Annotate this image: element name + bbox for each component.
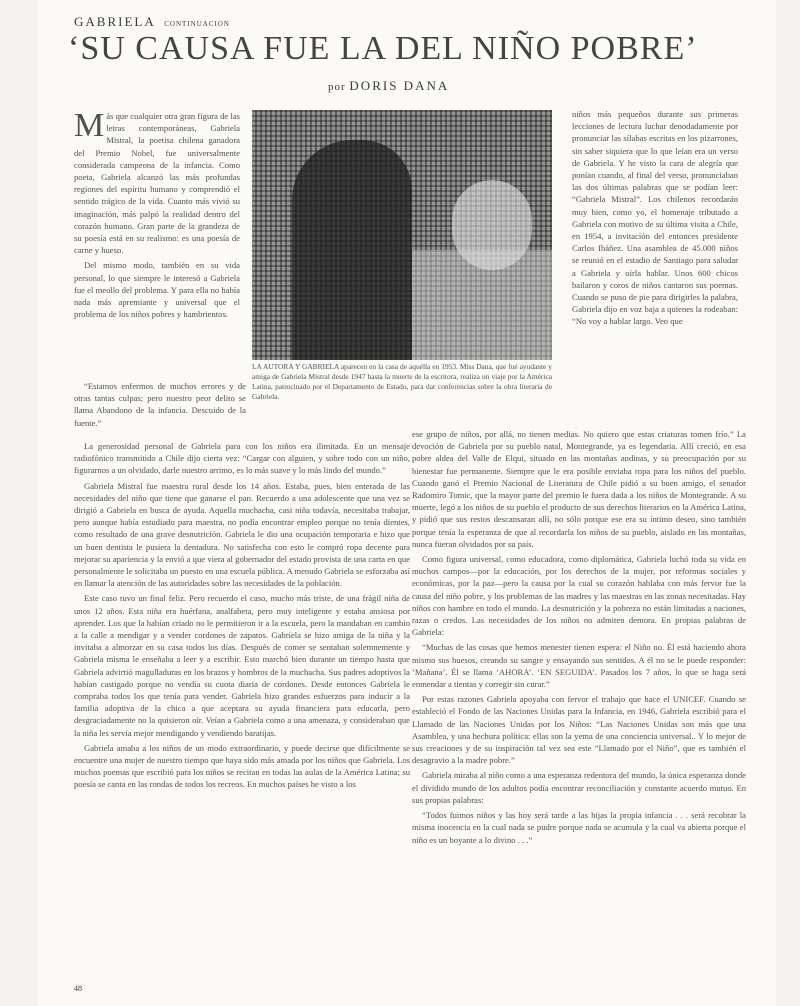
section-kicker — [74, 14, 230, 30]
body-right-column — [412, 428, 746, 956]
intro-column — [74, 110, 240, 410]
body-paragraph: Gabriela Mistral fue maestra rural desde los 14 años. Estaba, pues, bien enterada de las necesidades del niño que tiene que ganarse el pan. Recuerdo a una adolescente que una vez se dirigió a Gabriela en busca de ayuda. Aquella muchacha, casi niña todavía, necesitaba trabajar, pero aunque había estudiado para maestra, no podía encontrar empleo porque no tenía dientes, como resultado de una grave desnutrición. Gabriela le dio una ocupación temporaria e hizo que un buen dentista le pusiera la dentadura. No satisfecha con esto le compró ropa decente para mejorar su apariencia y la envió a que viera al gobernador del estado provista de una carta en que personalmente le solicitaba un puesto en una escuela pública. A menudo Gabriela se esforzaba así en llamar la atención de las autoridades sobre las necesidades de la población. — [74, 480, 410, 589]
intro-paragraph-2: Del mismo modo, también en su vida personal, lo que siempre le interesó a Gabriela fue el meollo del problema. Y para ella no había nada más apremiante y universal que el problema de los niños pobres y hambrientos. — [74, 260, 240, 320]
drop-cap: M — [74, 110, 105, 144]
body-paragraph: Como figura universal, como educadora, como diplomática, Gabriela luchó toda su vida en muchos campos—por la educación, por los derechos de la mujer, por reformas sociales y económicas, por la paz—pero la causa por la cual su corazón hablaba con más fervor fue la causa del niño pobre, y los problemas de las madres y las maestras en las zonas necesitadas. Hay niños con hambre en todo el mundo. La desnutrición y la pobreza no están limitadas a naciones, razas o credos. Las necesidades de los niños no admiten demora. En propias palabras de Gabriela: — [412, 554, 746, 638]
magazine-page — [38, 0, 776, 1006]
right-column-top — [572, 108, 738, 428]
body-left-column — [74, 440, 410, 960]
body-paragraph: La generosidad personal de Gabriela para con los niños era ilimitada. En un mensaje radiofónico transmitido a Chile dijo cierta vez: “Cargar con alguien, y sobre todo con un niño, figurarnos a un olvidado, darle nuestro arrimo, es lo más suave y lo más lindo del mundo.” — [74, 441, 410, 476]
caption-text: aparecen en la casa de aquélla en 1953. Miss Dana, que fué ayudante y amiga de Gabriela Mistral desde 1947 hasta la muerte de la escritora, realiza un viaje por la América Latina, patrocinado por el Departamento de Estado, para dar conferencias sobre la obra literaria de Gabriela. — [252, 362, 552, 401]
page-number: 48 — [74, 984, 82, 993]
kicker-continuation: CONTINUACION — [164, 20, 230, 28]
body-paragraph: ese grupo de niños, por allá, no tienen medias. No quiero que estas criaturas tomen frío.” La devoción de Gabriela por su pueblo natal, Montegrande, ya es legendaria. Allí creció, en esa pobre aldea del Valle de Elqui, situado en las montañas andinas, y su preocupación por su bienestar fue permanente. Siempre que le era posible enviaba ropa para los niños del pueblo. Cuando ganó el Premio Nacional de Literatura de Chile pidió a su buen amigo, el senador Radomiro Tomic, que la mayor parte del premio le fuera dada a los niños de Montegrande. A su muerte, legó a los niños de su pueblo el producto de sus derechos literarios en la América Latina, y pidió que sus restos descansaran allí, no sólo porque ese era su íntimo deseo, sino también porque tenía la esperanza de que al recordarla los niños de su pueblo, aislado en las montañas, nunca fueran olvidados por su país. — [412, 429, 746, 549]
body-paragraph: Por estas razones Gabriela apoyaba con fervor el trabajo que hace el UNICEF. Cuando se estableció el Fondo de las Naciones Unidas para la Infancia, en 1946, Gabriela escribió para el Llamado de las Naciones Unidas por los Niños: “Las Naciones Unidas son más que una Asamblea, y una hechura política: ellas son la yema de una conciencia universal.. Y lo mejor de sus creaciones y de su inspiración tal vez sea este “Llamado por el Niño”, que es también el desagravio a la madre pobre.” — [412, 694, 746, 766]
right-column-paragraph: niños más pequeños durante sus primeras lecciones de lectura luchar denodadamente por pronunciar las sílabas escritas en los pizarrones, sin saber siquiera que lo que leían era un verso de Gabriela. Y he visto la cara de alegría que ponían cuando, al final del verso, pronunciaban las dos últimas palabras que se podían leer: “Gabriela Mistral”. Los chilenos recordarán muy bien, como yo, el homenaje tributado a Gabriela con motivo de su última visita a Chile, en 1954, a invitación del entonces presidente Carlos Ibáñez. Una asamblea de 45.000 niños se reunió en el estadio de Santiago para saludar a Gabriela y oírla hablar. Unos 600 chicos bailaron y coros de niños cantaron sus poemas. Cuando se puso de pie para dirigirles la palabra, Gabriela dijo en voz baja a quienes la rodeaban: “No voy a hablar largo. Veo que — [572, 109, 738, 327]
quote-paragraph: “Muchas de las cosas que hemos menester tienen espera: el Niño no. Él está haciendo ahora mismo sus huesos, creando su sangre y ensayando sus sentidos. A él no se le puede responder: ‘Mañana’. Él se llama ‘AHORA’. ‘EN SEGUIDA’. Pasados los 7 años, lo que se haga será enmendar a tientas y corregir sin curar.” — [412, 642, 746, 690]
intro-paragraph: ás que cualquier otra gran figura de las letras contemporáneas, Gabriela Mistral, la poetisa chilena ganadora del Premio Nobel, fue universalmente considerada campeona de la infancia. Como poeta, Gabriela alcanzó las más profundas regiones del espíritu humano y comprendió el sentido trágico de la vida. Cuanto más vivió su imaginación, más palpó la realidad dentro del corazón humano. Gran parte de la grandeza de su poesía está en su realismo: es una poesía de carne y hueso. — [74, 111, 240, 256]
quote-text: “Estamos enfermos de muchos errores y de otras tantas culpas; pero nuestro peor delito se llama Abandono de la infancia. Descuido de la fuente.” — [74, 381, 246, 428]
kicker-title: GABRIELA — [74, 14, 155, 29]
byline — [328, 78, 449, 94]
byline-prefix: por — [328, 81, 346, 93]
body-paragraph: Este caso tuvo un final feliz. Pero recuerdo el caso, mucho más triste, de una frágil niña de unos 12 años. Esta niña era huérfana, analfabeta, pero muy inteligente y estaba ansiosa por aprender. Los que la habían criado no le permitieron ir a la escuela, pero la mandaban en cambio a la calle a mendigar y a vender cordones de zapatos. Gabriela se hizo amiga de la niña y la invitaba a almorzar en su casa todos los días. Después de comer se sentaban solemnemente y Gabriela misma le enseñaba a leer y a escribir. Esto marchó bien durante un tiempo hasta que Gabriela advirtió magulladuras en los brazos y hombros de la muchacha. Sus padres adoptivos la habían castigado porque no vendía su cuota diaria de cordones. Desde entonces Gabriela le compraba todos los que tenía para vender. Gabriela hizo grandes esfuerzos para inducir a la familia adoptiva de la chica a que aceptara su ayuda financiera para educarla, pero desgraciadamente no la quisieron oír. Veían a Gabriela como a una amenaza, y consideraban que la niña les servía mejor mendigando y vendiendo baratijas. — [74, 593, 410, 738]
quote-paragraph: “Todos fuimos niños y las hoy será tarde a las hijas la propia infancia . . . será recobrar la misma inocencia en la cual nada se pudre porque nada se acumula y la cual va abierta porque el niño es un boyante a lo divino . . .” — [412, 810, 746, 845]
body-paragraph: Gabriela miraba al niño como a una esperanza redentora del mundo, la única esperanza donde el dividido mundo de los adultos podía encontrar reconciliación y constante acuerdo mutuo. En sus propias palabras: — [412, 770, 746, 805]
byline-author: DORIS DANA — [349, 78, 450, 93]
author-photo — [252, 110, 552, 360]
pull-quote — [74, 380, 246, 448]
body-paragraph: Gabriela amaba a los niños de un modo extraordinario, y puede decirse que difícilmente se encuentre una mujer de nuestro tiempo que haya sido más amada por los niños que Gabriela. Los muchos poemas que escribió para los niños se recitan en todas las aulas de la América Latina; su poesía se canta en las rondas de todos los recreos. En muchos países he visto a los — [74, 742, 410, 790]
caption-lead: LA AUTORA Y GABRIELA — [252, 362, 339, 371]
photo-caption — [252, 362, 552, 402]
article-title: ‘SU CAUSA FUE LA DEL NIÑO POBRE’ — [68, 30, 698, 67]
